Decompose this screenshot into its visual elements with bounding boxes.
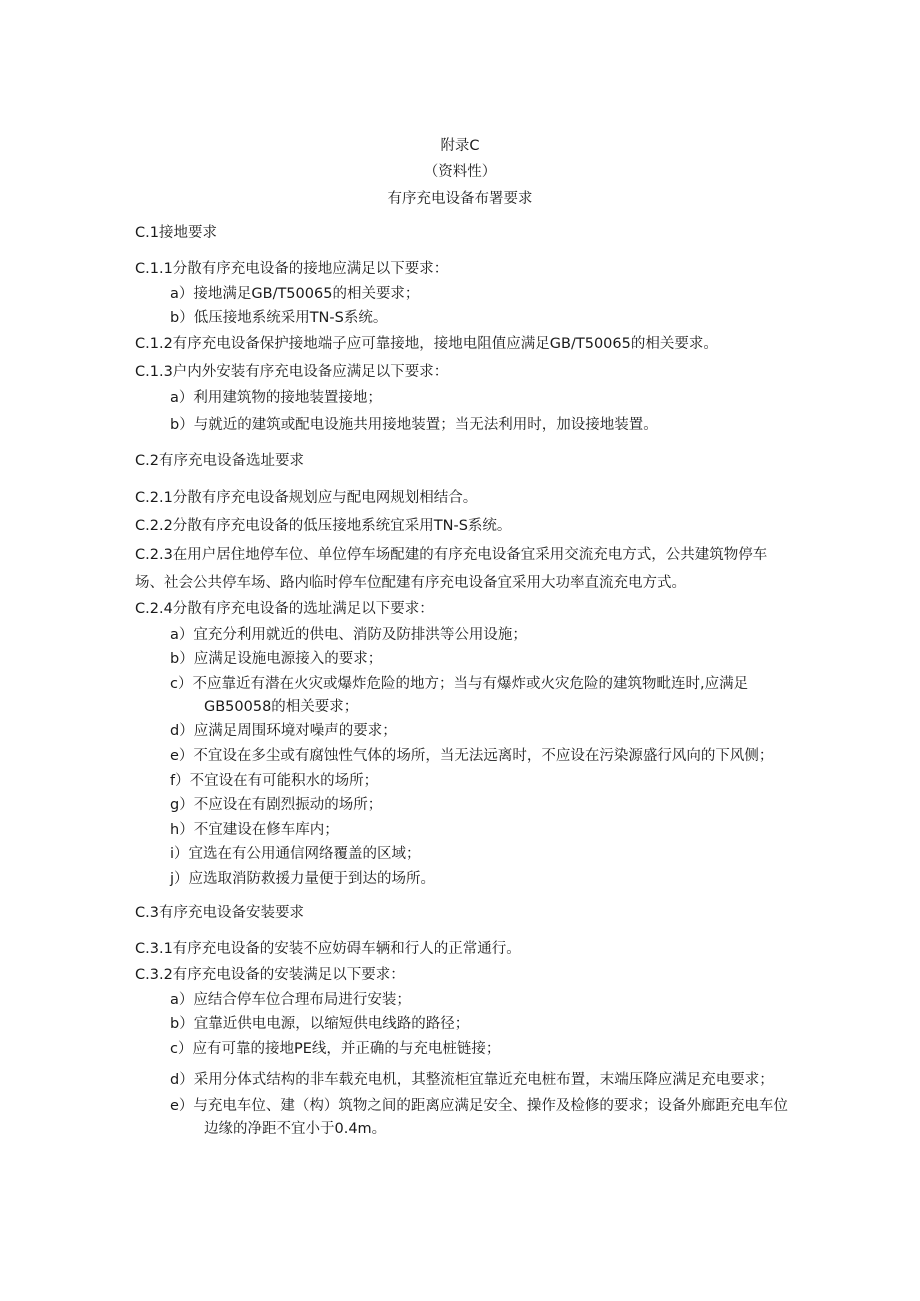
clause-c11: C.1.1分散有序充电设备的接地应满足以下要求： — [135, 261, 449, 277]
clause-c11-item-b: b）低压接地系统采用TN-S系统。 — [170, 310, 388, 326]
clause-c24-item-a: a）宜充分利用就近的供电、消防及防排洪等公用设施； — [170, 627, 527, 643]
clause-c24-item-f: f）不宜设在有可能积水的场所； — [170, 773, 379, 789]
appendix-title: 有序充电设备布署要求 — [387, 191, 533, 207]
appendix-label: 附录C — [440, 138, 480, 154]
section-c1-heading: C.1接地要求 — [135, 225, 217, 241]
clause-c32-item-b: b）宜靠近供电电源，以缩短供电线路的路径； — [170, 1016, 470, 1032]
clause-c24-item-e: e）不宜设在多尘或有腐蚀性气体的场所，当无法远离时，不应设在污染源盛行风向的下风侧； — [170, 748, 774, 764]
clause-c32: C.3.2有序充电设备的安装满足以下要求： — [135, 967, 405, 983]
clause-c24-item-j: j）应选取消防救援力量便于到达的场所。 — [170, 871, 436, 887]
clause-c13-item-a: a）利用建筑物的接地装置接地； — [170, 390, 382, 406]
clause-c12: C.1.2有序充电设备保护接地端子应可靠接地，接地电阻值应满足GB/T50065的相关要求。 — [135, 336, 718, 352]
clause-c32-item-e-line1: e）与充电车位、建（构）筑物之间的距离应满足安全、操作及检修的要求；设备外廊距充电车位 — [170, 1098, 788, 1114]
clause-c24-item-c-line1: c）不应靠近有潜在火灾或爆炸危险的地方；当与有爆炸或火灾危险的建筑物毗连时,应满足 — [170, 676, 749, 692]
clause-c24-item-b: b）应满足设施电源接入的要求； — [170, 651, 383, 667]
clause-c23-line2: 场、社会公共停车场、路内临时停车位配建有序充电设备宜采用大功率直流充电方式。 — [135, 575, 686, 591]
clause-c23-line1: C.2.3在用户居住地停车位、单位停车场配建的有序充电设备宜采用交流充电方式，公共建筑物停车 — [135, 547, 768, 563]
section-c3-heading: C.3有序充电设备安装要求 — [135, 905, 304, 921]
clause-c24: C.2.4分散有序充电设备的选址满足以下要求： — [135, 601, 434, 617]
clause-c21: C.2.1分散有序充电设备规划应与配电网规划相结合。 — [135, 490, 478, 506]
clause-c32-item-a: a）应结合停车位合理布局进行安装； — [170, 992, 411, 1008]
clause-c24-item-d: d）应满足周围环境对噪声的要求； — [170, 723, 397, 739]
clause-c31: C.3.1有序充电设备的安装不应妨碍车辆和行人的正常通行。 — [135, 941, 521, 957]
appendix-nature: （资料性） — [423, 164, 497, 180]
clause-c32-item-e-line2: 边缘的净距不宜小于0.4m。 — [204, 1121, 387, 1137]
clause-c13-item-b: b）与就近的建筑或配电设施共用接地装置；当无法利用时，加设接地装置。 — [170, 417, 658, 433]
clause-c24-item-h: h）不宜建设在修车库内； — [170, 822, 339, 838]
section-c2-heading: C.2有序充电设备选址要求 — [135, 453, 304, 469]
clause-c13: C.1.3户内外安装有序充电设备应满足以下要求： — [135, 364, 449, 380]
clause-c24-item-i: i）宜选在有公用通信网络覆盖的区域； — [170, 846, 421, 862]
clause-c22: C.2.2分散有序充电设备的低压接地系统宜采用TN-S系统。 — [135, 518, 512, 534]
clause-c24-item-c-line2: GB50058的相关要求； — [204, 699, 359, 715]
clause-c11-item-a: a）接地满足GB/T50065的相关要求； — [170, 286, 420, 302]
clause-c32-item-d: d）采用分体式结构的非车载充电机，其整流柜宜靠近充电桩布置，末端压降应满足充电要求； — [170, 1072, 774, 1088]
clause-c32-item-c: c）应有可靠的接地PE线，并正确的与充电桩链接； — [170, 1041, 501, 1057]
clause-c24-item-g: g）不应设在有剧烈振动的场所； — [170, 797, 383, 813]
